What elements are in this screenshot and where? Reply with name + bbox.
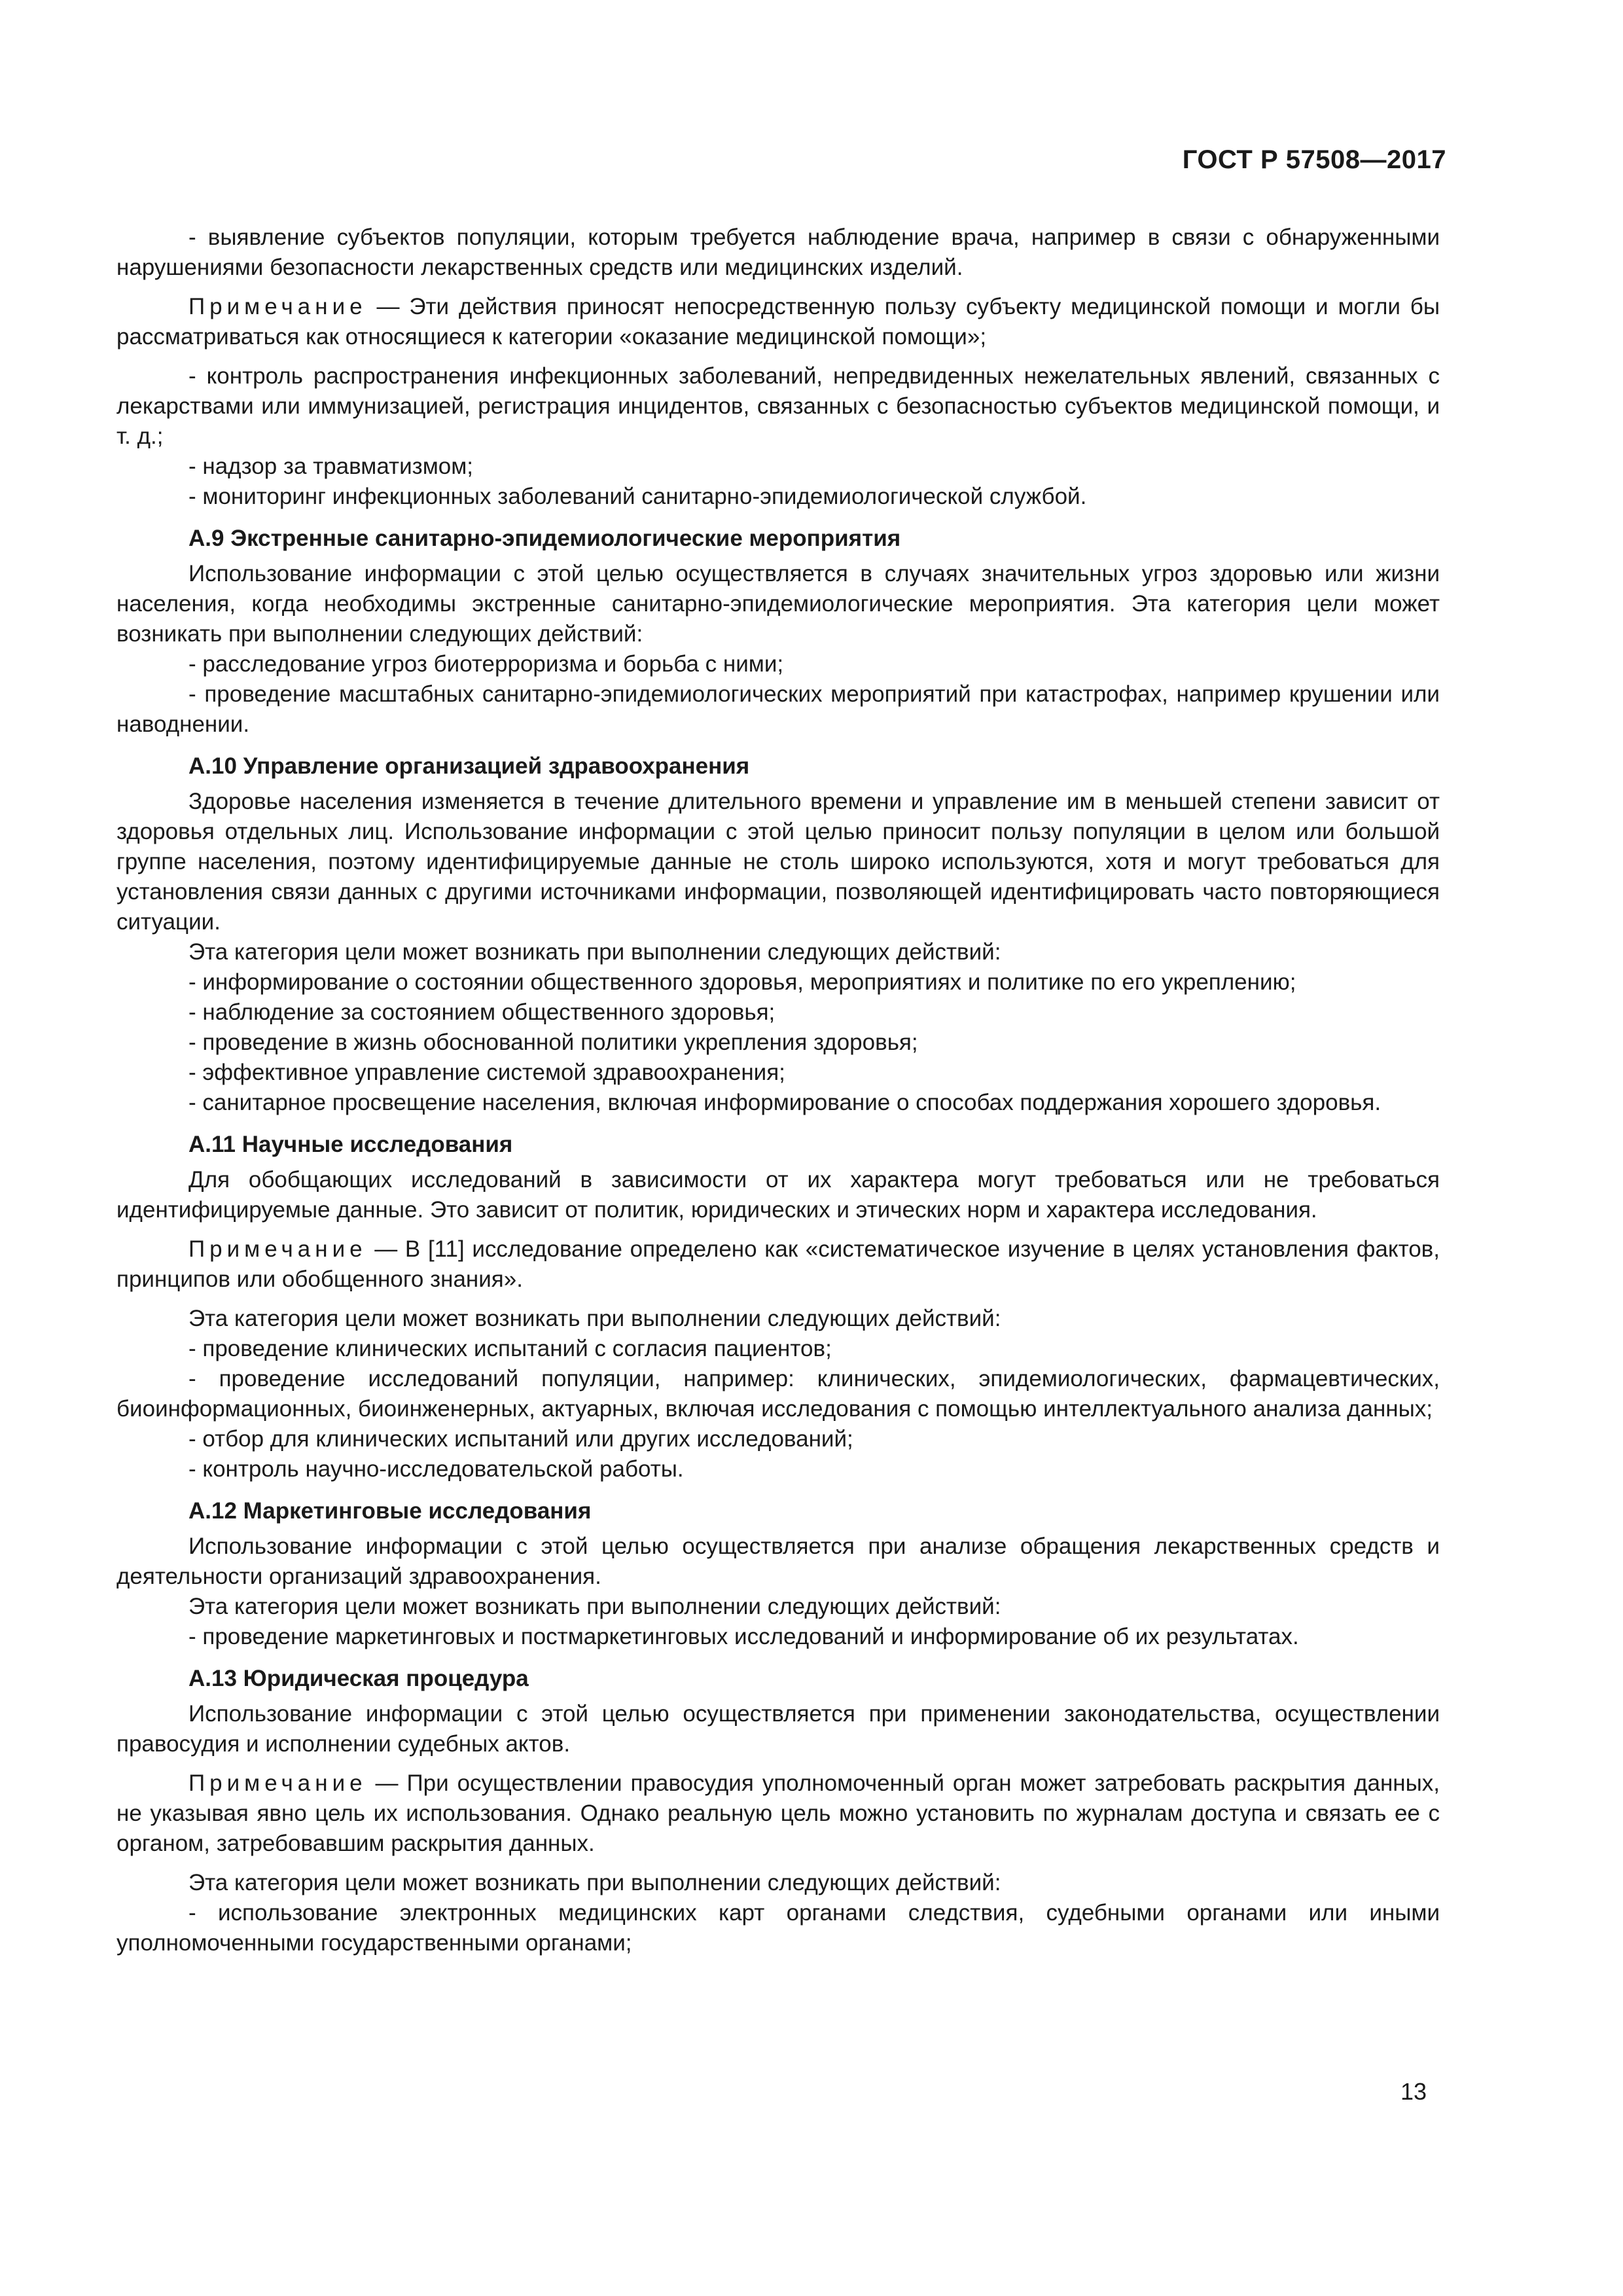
paragraph: Эта категория цели может возникать при выполнении следующих действий: <box>188 1594 1001 1619</box>
page-number: 13 <box>1400 2078 1427 2105</box>
note-label: Примечание <box>188 1770 367 1796</box>
paragraph: Здоровье населения изменяется в течение длительного времени и управление им в меньшей степени зависит от здоровья отдельных лиц. Использование информации с этой целью приносит пользу популяции в целом или большой группе населения, поэтому идентифицируемые данные не столь широко используются, хотя и могут требоваться для установления связи данных с другими источниками информации, позволяющей идентифицировать часто повторяющиеся ситуации. <box>116 789 1440 935</box>
list-item: - выявление субъектов популяции, которым требуется наблюдение врача, например в связи с обнаруженными нарушениями безопасности лекарственных средств или медицинских изделий. <box>116 224 1440 280</box>
list-item: - контроль научно-исследовательской работы. <box>188 1456 684 1482</box>
paragraph: Использование информации с этой целью осуществляется в случаях значительных угроз здоровью или жизни населения, когда необходимы экстренные санитарно-эпидемиологические мероприятия. Эта категория цели может возникать при выполнении следующих действий: <box>116 561 1440 647</box>
note <box>116 1768 1440 1859</box>
list-item: - информирование о состоянии общественного здоровья, мероприятиях и политике по его укреплению; <box>188 969 1296 995</box>
list-item: - санитарное просвещение населения, включая информирование о способах поддержания хорошего здоровья. <box>188 1090 1382 1115</box>
list-item: - использование электронных медицинских карт органами следствия, судебными органами или иными уполномоченными государственными органами; <box>116 1900 1440 1956</box>
list-item: - мониторинг инфекционных заболеваний санитарно-эпидемиологической службой. <box>188 484 1087 509</box>
note <box>116 292 1440 352</box>
section-heading-a9: А.9 Экстренные санитарно-эпидемиологические мероприятия <box>188 526 901 551</box>
document-code: ГОСТ Р 57508—2017 <box>1182 145 1446 174</box>
note-text: — В [11] исследование определено как «систематическое изучение в целях установления фактов, принципов или обобщенного знания». <box>116 1236 1440 1292</box>
paragraph: Использование информации с этой целью осуществляется при применении законодательства, осуществлении правосудия и исполнении судебных актов. <box>116 1701 1440 1757</box>
section-heading-a10: А.10 Управление организацией здравоохранения <box>188 753 750 779</box>
note <box>116 1234 1440 1295</box>
list-item: - контроль распространения инфекционных заболеваний, непредвиденных нежелательных явлений, связанных с лекарствами или иммунизацией, регистрация инцидентов, связанных с безопасностью субъектов медицинской помощи, и т. д.; <box>116 363 1440 449</box>
page-content <box>116 223 1440 1958</box>
paragraph: Эта категория цели может возникать при выполнении следующих действий: <box>188 1306 1001 1331</box>
note-text: — При осуществлении правосудия уполномоченный орган может затребовать раскрытия данных, не указывая явно цель их использования. Однако реальную цель можно установить по журналам доступа и связать ее с органом, затребовавшим раскрытия данных. <box>116 1770 1440 1856</box>
list-item: - наблюдение за состоянием общественного здоровья; <box>188 999 776 1025</box>
section-heading-a12: А.12 Маркетинговые исследования <box>188 1498 592 1524</box>
paragraph: Эта категория цели может возникать при выполнении следующих действий: <box>188 939 1001 965</box>
note-text: — Эти действия приносят непосредственную пользу субъекту медицинской помощи и могли бы рассматриваться как относящиеся к категории «оказание медицинской помощи»; <box>116 294 1440 350</box>
paragraph: Использование информации с этой целью осуществляется при анализе обращения лекарственных средств и деятельности организаций здравоохранения. <box>116 1534 1440 1589</box>
list-item: - проведение в жизнь обоснованной политики укрепления здоровья; <box>188 1030 918 1055</box>
list-item: - проведение исследований популяции, например: клинических, эпидемиологических, фармацевтических, биоинформационных, биоинженерных, актуарных, включая исследования с помощью интеллектуального анализа данных; <box>116 1366 1440 1422</box>
list-item: - проведение масштабных санитарно-эпидемиологических мероприятий при катастрофах, например крушении или наводнении. <box>116 681 1440 737</box>
list-item: - проведение маркетинговых и постмаркетинговых исследований и информирование об их результатах. <box>188 1624 1299 1649</box>
section-heading-a13: А.13 Юридическая процедура <box>188 1666 529 1691</box>
note-label: Примечание <box>188 294 367 319</box>
note-label: Примечание <box>188 1236 367 1262</box>
list-item: - расследование угроз биотерроризма и борьба с ними; <box>188 651 784 677</box>
list-item: - эффективное управление системой здравоохранения; <box>188 1060 785 1085</box>
list-item: - проведение клинических испытаний с согласия пациентов; <box>188 1336 832 1361</box>
paragraph: Для обобщающих исследований в зависимости от их характера могут требоваться или не требоваться идентифицируемые данные. Это зависит от политик, юридических и этических норм и характера исследования. <box>116 1167 1440 1223</box>
list-item: - надзор за травматизмом; <box>188 454 474 479</box>
section-heading-a11: А.11 Научные исследования <box>188 1132 513 1157</box>
list-item: - отбор для клинических испытаний или других исследований; <box>188 1426 853 1452</box>
paragraph: Эта категория цели может возникать при выполнении следующих действий: <box>188 1870 1001 1895</box>
